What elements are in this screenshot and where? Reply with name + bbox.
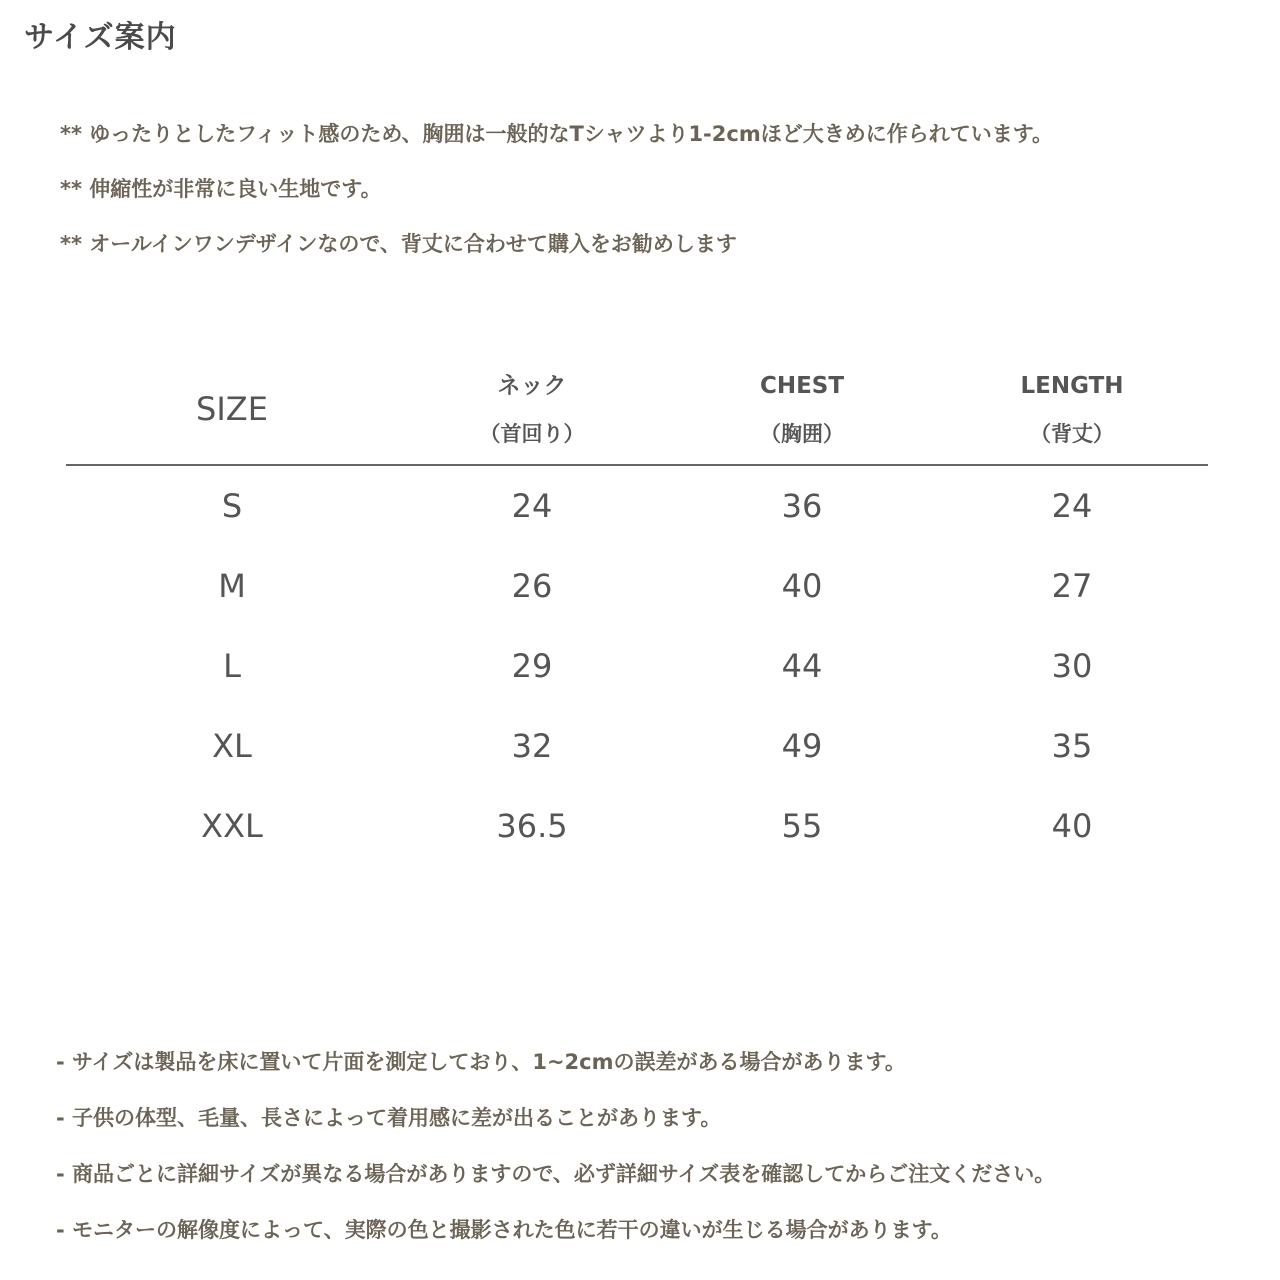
table-header [66, 360, 1208, 466]
cell-size: XL [212, 727, 252, 765]
top-note: ** ゆったりとしたフィット感のため、胸囲は一般的なTシャツより1-2cmほど大きめに作られています。 [60, 122, 1054, 146]
bottom-note: - サイズは製品を床に置いて片面を測定しており、1~2cmの誤差がある場合があります。 [56, 1050, 906, 1074]
table-row [66, 626, 1208, 706]
cell-chest: 36 [781, 487, 823, 525]
header-chest-sublabel: （胸囲） [760, 422, 844, 446]
cell-neck: 26 [511, 567, 553, 605]
bottom-note: - 子供の体型、毛量、長さによって着用感に差が出ることがあります。 [56, 1106, 722, 1130]
cell-neck: 32 [511, 727, 553, 765]
header-size-label: SIZE [196, 390, 268, 428]
header-neck [382, 360, 682, 456]
top-note: ** オールインワンデザインなので、背丈に合わせて購入をお勧めします [60, 232, 737, 256]
cell-size: M [218, 567, 246, 605]
top-notes [60, 118, 1260, 283]
table-row [66, 546, 1208, 626]
table-row [66, 466, 1208, 546]
cell-size: L [223, 647, 241, 685]
header-neck-sublabel: （首回り） [479, 422, 585, 446]
cell-length: 27 [1051, 567, 1093, 605]
cell-chest: 40 [781, 567, 823, 605]
top-note: ** 伸縮性が非常に良い生地です。 [60, 177, 382, 201]
table-row [66, 706, 1208, 786]
page-title: サイズ案内 [24, 20, 177, 55]
cell-size: S [221, 487, 243, 525]
cell-size: XXL [201, 807, 263, 845]
cell-length: 30 [1051, 647, 1093, 685]
cell-chest: 49 [781, 727, 823, 765]
cell-length: 40 [1051, 807, 1093, 845]
cell-length: 24 [1051, 487, 1093, 525]
cell-neck: 29 [511, 647, 553, 685]
bottom-note: - モニターの解像度によって、実際の色と撮影された色に若干の違いが生じる場合があります。 [56, 1218, 952, 1242]
cell-chest: 44 [781, 647, 823, 685]
header-chest [652, 360, 952, 456]
header-length-label: LENGTH [1020, 373, 1124, 399]
cell-length: 35 [1051, 727, 1093, 765]
cell-neck: 36.5 [496, 807, 568, 845]
table-row [66, 786, 1208, 866]
header-chest-label: CHEST [759, 373, 845, 399]
header-length-sublabel: （背丈） [1030, 422, 1114, 446]
header-length [922, 360, 1222, 456]
cell-chest: 55 [781, 807, 823, 845]
cell-neck: 24 [511, 487, 553, 525]
bottom-note: - 商品ごとに詳細サイズが異なる場合がありますので、必ず詳細サイズ表を確認してからご注文ください。 [56, 1162, 1056, 1186]
header-neck-label: ネック [497, 373, 567, 399]
size-table [66, 360, 1208, 866]
bottom-notes [56, 1044, 1276, 1268]
header-size [82, 390, 382, 428]
